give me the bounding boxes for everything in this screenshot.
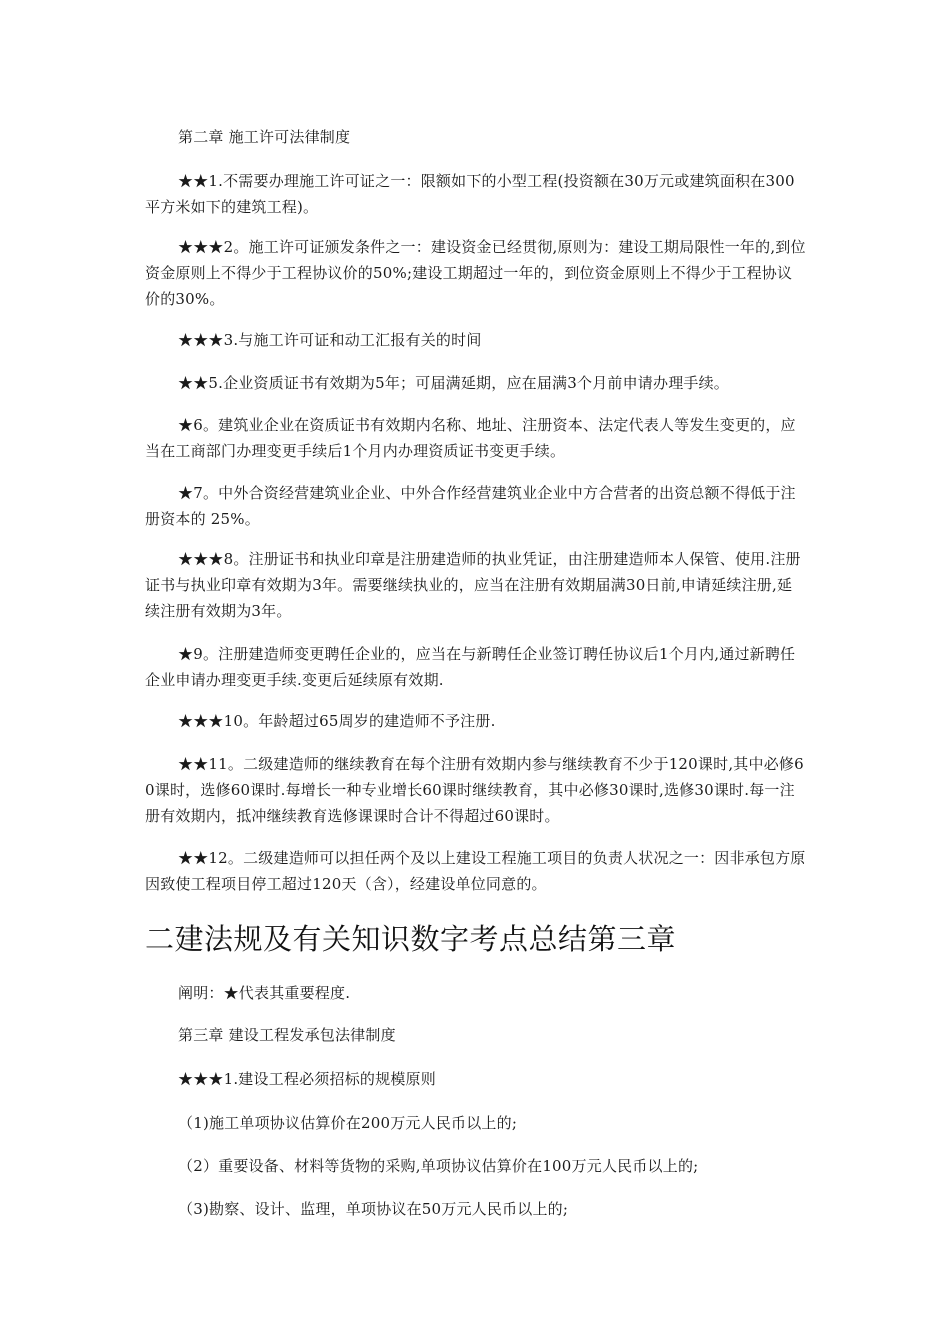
chapter2-item-10: ★★★10。年龄超过65周岁的建造师不予注册. (178, 712, 496, 730)
chapter3-subitem-1: （1)施工单项协议估算价在200万元人民币以上的; (178, 1114, 518, 1132)
chapter2-item-11: ★★11。二级建造师的继续教育在每个注册有效期内参与继续教育不少于120课时,其中必修60课时，选修60课时.每增长一种专业增长60课时继续教育，其中必修30课时,选修30课时.每一注册有效期内，抵冲继续教育选修课课时合计不得超过60课时。 (145, 755, 804, 825)
chapter3-subitem-3: （3)勘察、设计、监理，单项协议在50万元人民币以上的; (178, 1200, 569, 1218)
chapter2-title: 第二章 施工许可法律制度 (178, 128, 351, 146)
chapter3-title: 第三章 建设工程发承包法律制度 (178, 1026, 396, 1044)
chapter2-item-9: ★9。注册建造师变更聘任企业的，应当在与新聘任企业签订聘任协议后1个月内,通过新聘任企业申请办理变更手续.变更后延续原有效期. (145, 645, 796, 689)
chapter2-item-3: ★★★3.与施工许可证和动工汇报有关的时间 (178, 331, 482, 349)
chapter3-note: 阐明：★代表其重要程度. (178, 984, 351, 1002)
chapter3-subitem-2: （2）重要设备、材料等货物的采购,单项协议估算价在100万元人民币以上的; (178, 1157, 699, 1175)
chapter2-item-6: ★6。建筑业企业在资质证书有效期内名称、地址、注册资本、法定代表人等发生变更的，应当在工商部门办理变更手续后1个月内办理资质证书变更手续。 (145, 416, 796, 460)
chapter2-item-7: ★7。中外合资经营建筑业企业、中外合作经营建筑业企业中方合营者的出资总额不得低于注册资本的 25%。 (145, 484, 796, 528)
chapter2-item-8: ★★★8。注册证书和执业印章是注册建造师的执业凭证，由注册建造师本人保管、使用.注册证书与执业印章有效期为3年。需要继续执业的，应当在注册有效期届满30日前,申请延续注册,延续注册有效期为3年。 (145, 550, 801, 620)
chapter2-item-12: ★★12。二级建造师可以担任两个及以上建设工程施工项目的负责人状况之一：因非承包方原因致使工程项目停工超过120天（含），经建设单位同意的。 (145, 849, 806, 893)
chapter3-item-1: ★★★1.建设工程必须招标的规模原则 (178, 1070, 436, 1088)
chapter2-item-1: ★★1.不需要办理施工许可证之一：限额如下的小型工程(投资额在30万元或建筑面积在300平方米如下的建筑工程)。 (145, 172, 795, 216)
chapter2-item-5: ★★5.企业资质证书有效期为5年；可届满延期，应在届满3个月前申请办理手续。 (178, 374, 730, 392)
chapter2-item-2: ★★★2。施工许可证颁发条件之一：建设资金已经贯彻,原则为：建设工期局限性一年的,到位资金原则上不得少于工程协议价的50%;建设工期超过一年的，到位资金原则上不得少于工程协议价的30%。 (145, 238, 806, 308)
section-heading: 二建法规及有关知识数字考点总结第三章 (145, 922, 677, 956)
